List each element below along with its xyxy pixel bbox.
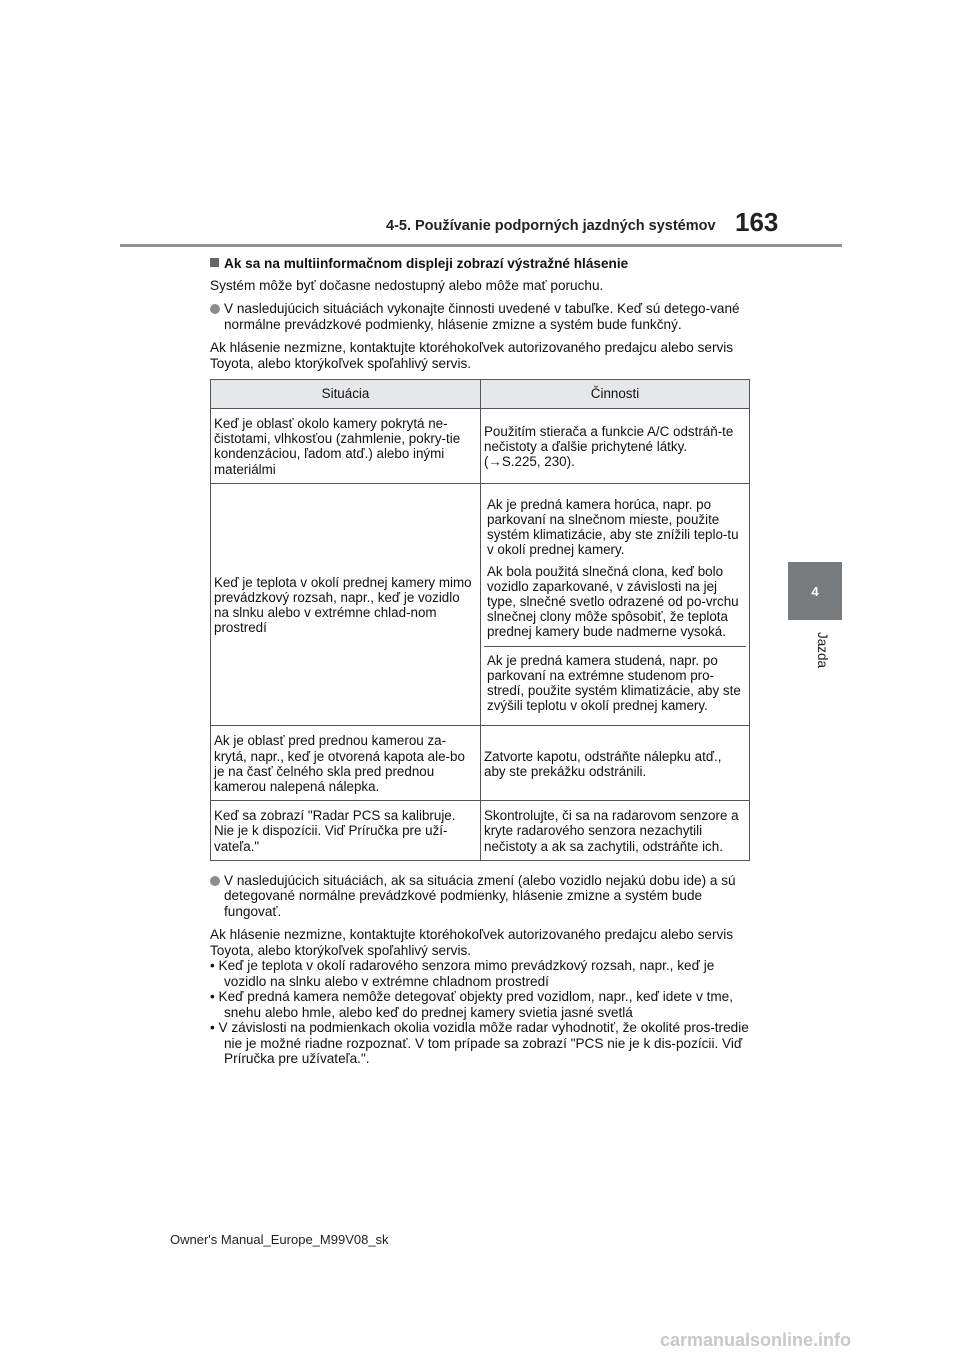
table-header-row	[211, 380, 750, 409]
table-cell-action: Použitím stierača a funkcie A/C odstráň-te nečistoty a ďalšie prichytené látky. (→S.225, 230).	[481, 409, 750, 484]
paragraph: Ak hlásenie nezmizne, kontaktujte ktoréhokoľvek autorizovaného predajcu alebo servis Toyota, alebo ktorýkoľvek spoľahlivý servis.	[210, 340, 734, 371]
watermark: carmanualsonline.info	[660, 1330, 852, 1350]
circle-bullet-icon	[210, 876, 220, 886]
square-bullet-icon	[210, 258, 219, 267]
table-row	[211, 483, 750, 726]
table-cell-action: Zatvorte kapotu, odstráňte nálepku atď., aby ste prekážku odstránili.	[481, 726, 750, 801]
list-item: • V závislosti na podmienkach okolia vozidla môže radar vyhodnotiť, že okolité pros-tredie nie je možné riadne rozpoznať. V tom prípade sa zobrazí "PCS nie je k dis-pozícii. Viď Príručka pre užívateľa.".	[210, 1020, 749, 1067]
action-block-hot	[484, 491, 746, 647]
bullet-item	[210, 873, 754, 920]
table-header-situation: Situácia	[211, 380, 481, 409]
table-row	[211, 409, 750, 484]
bullet-text: V nasledujúcich situáciách, ak sa situácia zmení (alebo vozidlo nejakú dobu ide) a sú detegované normálne prevádzkové podmienky, hlásenie zmizne a systém bude fungovať.	[224, 872, 736, 919]
action-text: Ak je predná kamera studená, napr. po parkovaní na extrémne studenom pro-stredí, použite systém klimatizácie, aby ste zvýšili teplotu v okolí prednej kamery.	[487, 652, 741, 714]
subheading-text: Ak sa na multiinformačnom displeji zobrazí výstražné hlásenie	[224, 256, 629, 271]
circle-bullet-icon	[210, 304, 220, 314]
table-cell-situation: Keď je oblasť okolo kamery pokrytá ne-čistotami, vlhkosťou (zahmlenie, pokry-tie kondenzáciou, ľadom atď.) alebo inými materiálmi	[211, 409, 481, 484]
table-cell-situation: Keď sa zobrazí "Radar PCS sa kalibruje. Nie je k dispozícii. Viď Príručka pre uží-vateľa."	[211, 801, 481, 861]
subheading	[210, 256, 754, 272]
header-divider	[120, 244, 842, 247]
bullet-item	[210, 301, 754, 332]
footer-doc-id: Owner's Manual_Europe_M99V08_sk	[170, 1232, 389, 1247]
chapter-tab: 4	[788, 562, 842, 620]
table-cell-situation: Ak je oblasť pred prednou kamerou za-krytá, napr., keď je otvorená kapota ale-bo je na časť čelného skla pred prednou kamerou nalepená nálepka.	[211, 726, 481, 801]
paragraph: Ak hlásenie nezmizne, kontaktujte ktoréhokoľvek autorizovaného predajcu alebo servis Toyota, alebo ktorýkoľvek spoľahlivý servis.	[210, 927, 734, 958]
action-block-cold	[484, 647, 746, 720]
table-cell-situation: Keď je teplota v okolí prednej kamery mimo prevádzkový rozsah, napr., keď je vozidlo na slnku alebo v extrémne chlad-nom prostredí	[211, 483, 481, 726]
bullet-text: V nasledujúcich situáciách vykonajte činnosti uvedené v tabuľke. Keď sú detego-vané normálne prevádzkové podmienky, hlásenie zmizne a systém bude funkčný.	[224, 301, 740, 332]
paragraph: Systém môže byť dočasne nedostupný alebo môže mať poruchu.	[210, 277, 604, 293]
table-cell-action: Skontrolujte, či sa na radarovom senzore a kryte radarového senzora nezachytili nečistoty a ak sa zachytili, odstráňte ich.	[481, 801, 750, 861]
condition-list	[210, 958, 754, 1067]
situation-table	[210, 379, 750, 861]
section-title: 4-5. Používanie podporných jazdných systémov	[386, 218, 716, 234]
list-item: • Keď je teplota v okolí radarového senzora mimo prevádzkový rozsah, napr., keď je vozidlo na slnku alebo v extrémne chladnom prostredí	[210, 958, 715, 989]
list-item: • Keď predná kamera nemôže detegovať objekty pred vozidlom, napr., keď idete v tme, snehu alebo hmle, alebo keď do prednej kamery svietia jasné svetlá	[210, 989, 734, 1020]
table-row	[211, 726, 750, 801]
action-text: Ak je predná kamera horúca, napr. po parkovaní na slnečnom mieste, použite systém klimatizácie, aby ste znížili teplo-tu v okolí prednej kamery.	[487, 496, 739, 558]
table-header-actions: Činnosti	[481, 380, 750, 409]
action-text: Ak bola použitá slnečná clona, keď bolo vozidlo zaparkované, v závislosti na jej type, slnečné svetlo odrazené od po-vrchu slnečnej clony môže spôsobiť, že teplota prednej kamery bude nadmerne vysoká.	[487, 563, 739, 640]
page-content	[210, 256, 754, 1067]
page-number: 163	[735, 207, 779, 237]
table-row	[211, 801, 750, 861]
table-cell-action-group	[481, 483, 750, 726]
chapter-label: Jazda	[815, 632, 830, 669]
